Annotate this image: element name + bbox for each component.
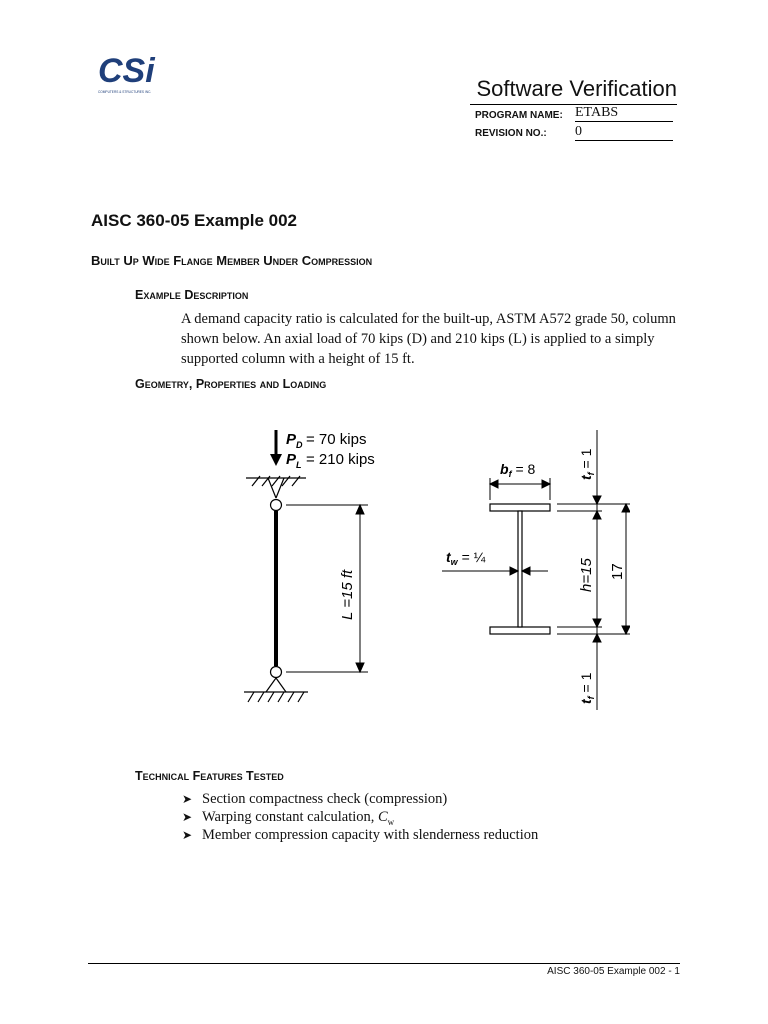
- pd-label: $P_D$: [286, 431, 303, 450]
- pd-value: = 70 kips: [306, 431, 367, 448]
- geometry-figure: [230, 420, 630, 720]
- program-name-value: ETABS: [575, 105, 673, 122]
- features-list: [182, 790, 538, 844]
- geometry-heading: Geometry, Properties and Loading: [135, 377, 327, 391]
- features-heading: Technical Features Tested: [135, 769, 284, 783]
- example-title: AISC 360-05 Example 002: [91, 211, 298, 230]
- list-item: ➤ Member compression capacity with slenderness reduction: [182, 827, 539, 843]
- description-text: A demand capacity ratio is calculated for the built-up, ASTM A572 grade 50, column shown below. An axial load of 70 kips (D) and 210 kips (L) is applied to a simply supported column with a height of 15 ft.: [181, 311, 676, 367]
- arrow-bullet-icon: ➤: [182, 828, 193, 842]
- footer-rule: [88, 963, 680, 964]
- example-subtitle: Built Up Wide Flange Member Under Compression: [91, 253, 373, 268]
- h-label: h=15: [578, 558, 595, 592]
- pl-value: = 210 kips: [306, 451, 375, 468]
- arrow-bullet-icon: ➤: [182, 810, 193, 824]
- logo-text: CSi: [98, 52, 155, 90]
- document-title: Software Verification: [476, 76, 677, 101]
- tf-top-label: $t_f = 1$: [578, 448, 596, 480]
- revision-value: 0: [575, 124, 673, 141]
- bf-dimension: [490, 478, 550, 500]
- total-depth-label: 17: [609, 563, 626, 580]
- list-item: ➤ Section compactness check (compression): [182, 791, 448, 807]
- logo-tagline: COMPUTERS & STRUCTURES INC.: [98, 90, 152, 94]
- revision-label: REVISION NO.:: [475, 128, 547, 139]
- description-heading: Example Description: [135, 288, 249, 302]
- arrow-bullet-icon: ➤: [182, 792, 193, 806]
- load-arrow-icon: [270, 430, 282, 466]
- tw-label: $t_w$ = ¼: [446, 549, 486, 567]
- program-name-label: PROGRAM NAME:: [475, 110, 563, 121]
- tw-dimension: [442, 567, 548, 575]
- length-label: L =15 ft: [339, 569, 356, 620]
- page-footer: AISC 360-05 Example 002 - 1: [547, 966, 680, 977]
- tf-bottom-label: $t_f = 1$: [578, 672, 596, 704]
- bf-label: $b_f = 8$: [500, 461, 536, 479]
- pl-label: $P_L$: [286, 451, 302, 470]
- i-section: [490, 504, 550, 634]
- csi-logo: [88, 46, 178, 98]
- list-item: ➤ Warping constant calculation, $C_w$: [182, 809, 395, 827]
